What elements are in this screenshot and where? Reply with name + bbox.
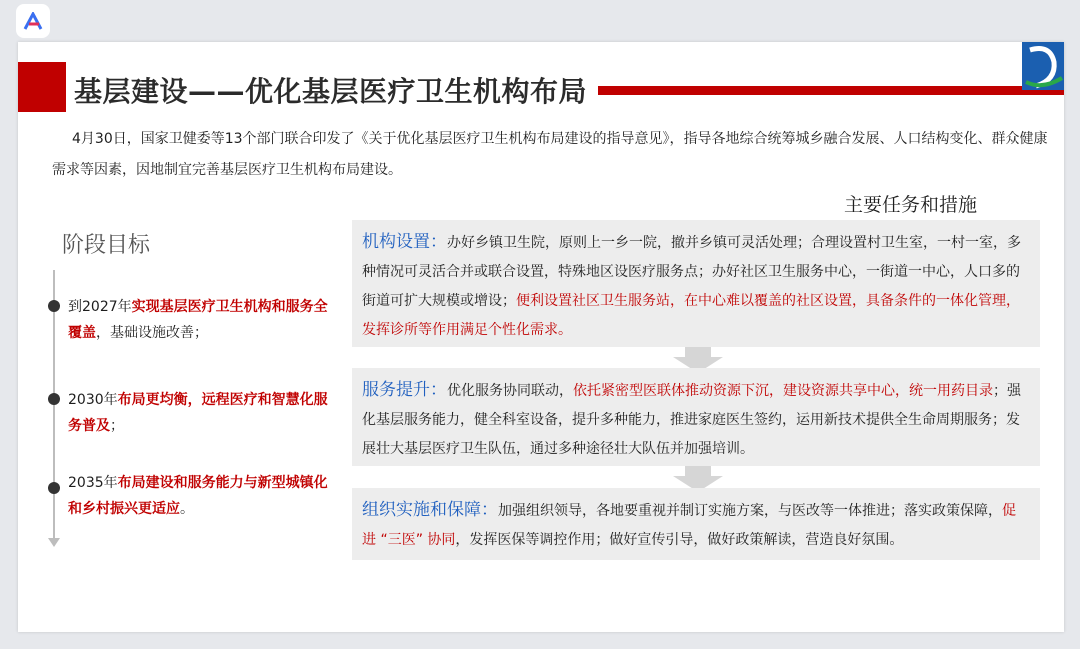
task-label: 组织实施和保障： xyxy=(362,500,498,520)
task-card-institution xyxy=(352,220,1040,347)
task-text: ，发挥医保等调控作用；做好宣传引导，做好政策解读，营造良好氛围。 xyxy=(455,532,904,548)
slide xyxy=(18,42,1064,632)
task-text: 优化服务协同联动， xyxy=(447,383,573,399)
task-highlight: 依托紧密型医联体推动资源下沉，建设资源共享中心，统一用药目录 xyxy=(573,383,993,399)
stage-goals-title: 阶段目标 xyxy=(62,233,151,258)
task-label: 服务提升： xyxy=(362,380,447,400)
goal-year: 2035年 xyxy=(68,475,118,491)
tasks-heading: 主要任务和措施 xyxy=(844,194,978,216)
goal-rest: ； xyxy=(110,418,124,434)
title-underline xyxy=(598,86,1064,95)
task-card-organization xyxy=(352,488,1040,560)
goal-item-2027 xyxy=(68,294,328,346)
goal-highlight: 布局更均衡，远程医疗和智慧化服务普及 xyxy=(68,392,328,434)
task-label: 机构设置： xyxy=(362,232,447,252)
task-text: 办好乡镇卫生院，原则上一乡一院，撤并乡镇可灵活处理；合理设置村卫生室，一村一室，多种情况可灵活合并或联合设置，特殊地区设医疗服务点；办好社区卫生服务中心，一街道一中心，人口多的街道可扩大规模或增设； xyxy=(362,235,1021,309)
corner-logo-icon xyxy=(1022,42,1064,90)
slide-title: 基层建设——优化基层医疗卫生机构布局 xyxy=(74,75,588,108)
timeline-arrow-icon xyxy=(48,538,60,547)
task-card-service xyxy=(352,368,1040,466)
goal-rest: ，基础设施改善； xyxy=(96,325,208,341)
task-highlight: 便利设置社区卫生服务站，在中心难以覆盖的社区设置，具备条件的一体化管理，发挥诊所等作用满足个性化需求。 xyxy=(362,293,1020,338)
goal-year: 到2027年 xyxy=(68,299,132,315)
title-accent-block xyxy=(18,62,66,112)
intro-paragraph: 4月30日，国家卫健委等13个部门联合印发了《关于优化基层医疗卫生机构布局建设的指导意见》，指导各地综合统筹城乡融合发展、人口结构变化、群众健康需求等因素，因地制宜完善基层医疗卫生机构布局建设。 xyxy=(52,131,1048,178)
goal-year: 2030年 xyxy=(68,392,118,408)
goal-rest: 。 xyxy=(180,501,194,517)
task-text: ；强化基层服务能力，健全科室设备，提升多种能力，推进家庭医生签约，运用新技术提供全生命周期服务；发展壮大基层医疗卫生队伍，通过多种途径壮大队伍并加强培训。 xyxy=(362,383,1021,457)
timeline-dot xyxy=(48,393,60,405)
goal-highlight: 布局建设和服务能力与新型城镇化和乡村振兴更适应 xyxy=(68,475,328,517)
goal-item-2030 xyxy=(68,387,328,439)
goal-highlight: 实现基层医疗卫生机构和服务全覆盖 xyxy=(68,299,328,341)
goal-item-2035 xyxy=(68,470,328,522)
timeline-dot xyxy=(48,482,60,494)
app-logo-icon[interactable] xyxy=(16,4,50,38)
timeline-dot xyxy=(48,300,60,312)
task-highlight: 促进 “三医” 协同 xyxy=(362,503,1016,548)
task-text: 加强组织领导，各地要重视并制订实施方案，与医改等一体推进；落实政策保障， xyxy=(498,503,1002,519)
